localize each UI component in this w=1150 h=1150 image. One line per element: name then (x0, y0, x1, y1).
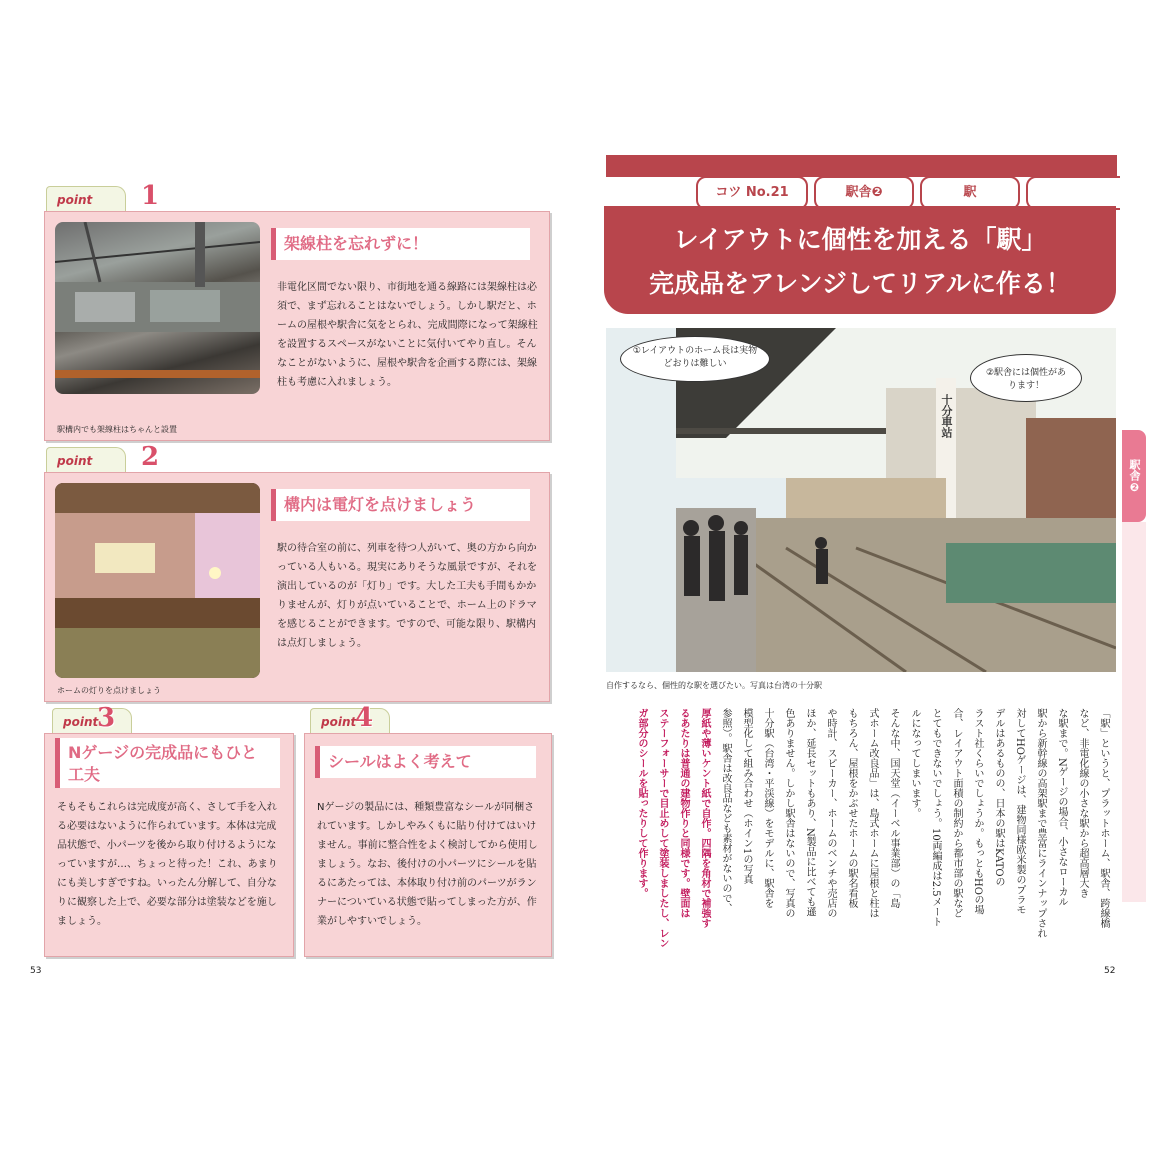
text-column: や時計、スピーカー、ホームのベンチや売店の (825, 708, 836, 918)
callout-2-text: ②駅舎には個性があります！ (985, 368, 1067, 391)
point-2-heading-box (271, 489, 530, 521)
point-4-tab (310, 703, 390, 735)
text-column: 対してHOゲージは、建物同様欧米製のプラモ (1014, 708, 1025, 915)
text-column: 色ありません。しかし駅舎はないので、写真の (783, 708, 794, 918)
header-band (606, 155, 1117, 177)
point-4-body: Nゲージの製品には、種類豊富なシールが同梱されています。しかしやみくもに貼り付けてはいけません。事前に整合性をよく検討してから使用しましょう。なお、後付けの小パーツにシールを貼るにあたっては、本体取り付け前のパーツがランナーについている状態で貼ってしまった方が、作業がしやすいでしょう。 (317, 802, 538, 927)
text-column: ルになってしまいます。 (909, 708, 920, 818)
callout-1 (620, 336, 770, 382)
chip-tip-number: コツ No.21 (696, 176, 808, 210)
left-page-number: 53 (30, 966, 42, 976)
chip-category: 駅舎❷ (814, 176, 914, 210)
point-4-heading-box (315, 746, 536, 778)
text-column: そんな中、国天堂（イーベル事業部）の「島 (888, 708, 899, 908)
text-column: 合、レイアウト面積の制約から都市部の駅など (951, 708, 962, 918)
point-3-heading-box (55, 738, 280, 788)
title-line-2: 完成品をアレンジしてリアルに作る！ (649, 269, 1071, 298)
point-4-heading: シールはよく考えて (328, 752, 472, 771)
point-2-heading: 構内は電灯を点けましょう (284, 495, 477, 514)
catenary-pole-photo (55, 222, 260, 394)
text-column: 駅から新幹線の高架駅まで豊富にラインナップされ (1035, 708, 1046, 938)
point-4-panel (304, 733, 552, 957)
text-column: ガ部分のシールを貼ったりして作ります。 (636, 708, 647, 898)
point-4-number: 4 (355, 703, 374, 733)
point-2-caption: ホームの灯りを点けましょう (57, 686, 161, 695)
point-2-panel (44, 472, 550, 702)
text-column: 十分駅（台湾・平渓線）をモデルに、駅舎を (762, 708, 773, 908)
point-3-heading: Nゲージの完成品にもひと工夫 (68, 743, 258, 784)
point-4-label: point (321, 715, 357, 729)
chip-topic: 駅 (920, 176, 1020, 210)
callout-1-text: ①レイアウトのホーム長は実物どおりは難しい (632, 346, 758, 369)
text-column: ほか、延長セットもあり、N製品に比べても遜 (804, 708, 815, 917)
text-column: デルはあるものの、日本の駅はKATOの (993, 708, 1004, 887)
point-2-body: 駅の待合室の前に、列車を待つ人がいて、奥の方から向かっている人もいる。現実にありそうな風景ですが、それを演出しているのが「灯り」です。大した工夫も手間もかかりませんが、灯りが点いていることで、ホーム上のドラマを感じることができます。ですので、可能な限り、駅構内は点灯しましょう。 (277, 543, 537, 649)
side-strip (1122, 522, 1146, 902)
title-line-1: レイアウトに個性を加える「駅」 (673, 225, 1047, 254)
text-column: 模型化して組み合わせ（ホイン1の写真 (741, 708, 752, 885)
chip-spacer (1026, 176, 1120, 210)
photo-caption: 自作するなら、個性的な駅を選びたい。写真は台湾の十分駅 (606, 681, 822, 690)
text-column: 式ホーム改良品」は、島式ホームに屋根と柱は (867, 708, 878, 918)
point-1-panel (44, 211, 550, 441)
point-3-label: point (63, 715, 99, 729)
point-1-caption: 駅構内でも架線柱はちゃんと設置 (57, 425, 177, 434)
text-column: など、非電化線の小さな駅から超高層大き (1077, 708, 1088, 898)
point-1-heading-box (271, 228, 530, 260)
point-3-panel (44, 733, 294, 957)
point-1-number: 1 (141, 181, 160, 211)
text-column: とてもできないでしょう。10両編成は2.5メート (930, 708, 941, 927)
text-column: ステーフォーサーで目止めして塗装しましたし、レン (657, 708, 668, 948)
point-2-label: point (57, 454, 93, 468)
title-box (604, 206, 1116, 314)
text-column: な駅まで。Nゲージの場合、小さなローカル (1056, 708, 1067, 907)
side-tab: 駅舎❷ (1122, 430, 1146, 522)
point-1-label: point (57, 193, 93, 207)
text-column: 厚紙や薄いケント紙で自作。四隅を角材で補強す (699, 708, 710, 928)
point-1-body: 非電化区間でない限り、市街地を通る線路には架線柱は必須で、まず忘れることはないでしょう。しかし駅だと、ホームの屋根や駅舎に気をとられ、完成間際になって架線柱を設置するスペースがないことに気付いてやり直し。そんなことがないように、屋根や駅舎を企画する際には、架線柱も考慮に入れましょう。 (277, 282, 538, 388)
callout-2 (970, 354, 1082, 402)
point-3-tab (52, 703, 132, 735)
point-3-number: 3 (97, 703, 116, 733)
text-column: 参照）。駅舎は改良品なども素材がないので、 (720, 708, 731, 913)
point-2-tab (46, 442, 160, 474)
text-column: ラスト社くらいでしょうか。もっともHOの場 (972, 708, 983, 915)
text-column: るあたりは普通の建物作りと同様です。壁面は (678, 708, 689, 918)
text-column: もちろん、屋根をかぶせたホームの駅名看板 (846, 708, 857, 908)
point-1-tab (46, 181, 160, 213)
station-lights-photo (55, 483, 260, 678)
point-2-number: 2 (141, 442, 160, 472)
station-sign: 十分車站 (940, 394, 953, 438)
right-page-number: 52 (1104, 966, 1116, 976)
point-3-body: そもそもこれらは完成度が高く、さして手を入れる必要はないように作られています。本体は完成品状態で、小パーツを後から取り付けるようになっていますが…、ちょっと待った！これ、あまりにも美しすぎですね。いったん分解して、自分なりに観察した上で、必要な部分は塗装などを施しましょう。 (57, 802, 278, 927)
point-1-heading: 架線柱を忘れずに！ (284, 234, 429, 253)
text-column: 「駅」というと、プラットホーム、駅舎、跨線橋 (1098, 708, 1109, 928)
